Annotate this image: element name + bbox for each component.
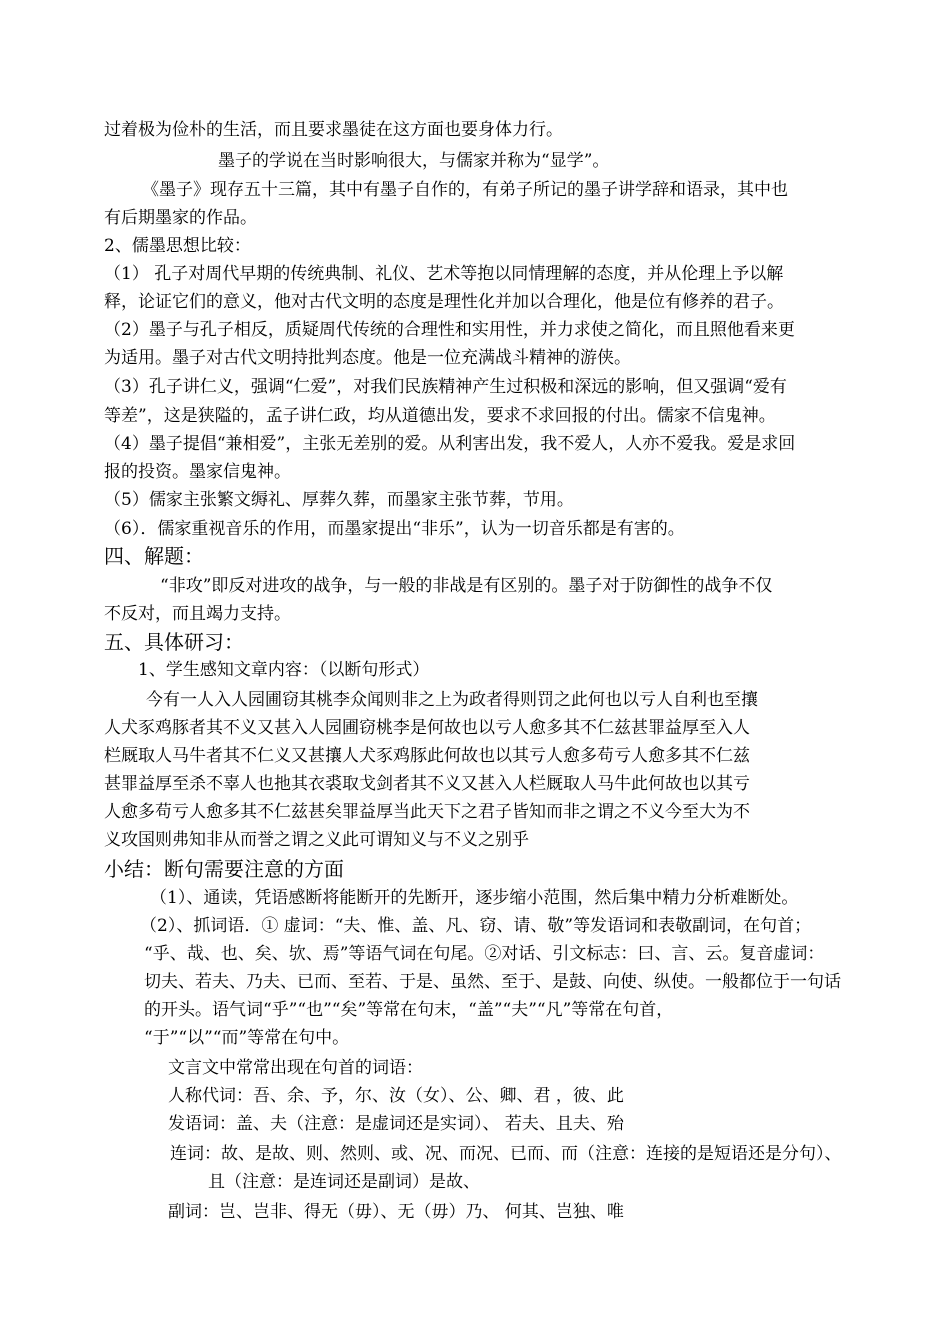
- text-line: 墨子的学说在当时影响很大，与儒家并称为“显学”。: [218, 151, 610, 171]
- text-line: 连词：故、是故、则、然则、或、况、而况、已而、而（注意：连接的是短语还是分句）、: [170, 1144, 842, 1164]
- text-line: 报的投资。墨家信鬼神。: [104, 462, 291, 482]
- text-line: 《墨子》现存五十三篇，其中有墨子自作的，有弟子所记的墨子讲学辞和语录，其中也: [142, 180, 788, 200]
- text-line: （1） 孔子对周代早期的传统典制、礼仪、艺术等抱以同情理解的态度，并从伦理上予以解: [104, 264, 784, 284]
- text-line: “于”“以”“而”等常在句中。: [144, 1028, 350, 1048]
- text-line: （2）墨子与孔子相反，质疑周代传统的合理性和实用性，并力求使之简化，而且照他看来更: [104, 320, 795, 340]
- text-line: （2）、抓词语．① 虚词：“夫、惟、盖、凡、窃、请、敬”等发语词和表敬副词，在句首；: [140, 916, 812, 936]
- text-line: “乎、哉、也、矣、欤、焉”等语气词在句尾。②对话、引文标志：曰、言、云。复音虚词：: [144, 944, 825, 964]
- text-line: 人愈多苟亏人愈多其不仁兹甚矣罪益厚当此天下之君子皆知而非之谓之不义今至大为不: [104, 802, 750, 822]
- text-line: 释，论证它们的意义，他对古代文明的态度是理性化并加以合理化，他是位有修养的君子。: [104, 292, 784, 312]
- text-line: 发语词：盖、夫（注意：是虚词还是实词）、 若夫、且夫、殆: [168, 1114, 624, 1134]
- text-line: 切夫、若夫、乃夫、已而、至若、于是、虽然、至于、是鼓、向使、纵使。一般都位于一句话: [144, 972, 841, 992]
- text-line: 甚罪益厚至杀不辜人也扡其衣裘取戈剑者其不义又甚入人栏厩取人马牛此何故也以其亏: [104, 774, 750, 794]
- text-line: 过着极为俭朴的生活，而且要求墨徒在这方面也要身体力行。: [104, 120, 563, 140]
- section-heading: 四、解题：: [104, 544, 204, 568]
- text-line: （1）、通读，凭语感断将能断开的先断开，逐步缩小范围，然后集中精力分析难断处。: [150, 888, 799, 908]
- section-heading: 小结：断句需要注意的方面: [104, 857, 344, 881]
- text-line: （6）．儒家重视音乐的作用，而墨家提出“非乐”，认为一切音乐都是有害的。: [104, 519, 685, 539]
- text-line: 栏厩取人马牛者其不仁义又甚攘人犬豕鸡豚此何故也以其亏人愈多苟亏人愈多其不仁兹: [104, 746, 750, 766]
- text-line: 的开头。语气词“乎”“也”“矣”等常在句末，“盖”“夫”“凡”等常在句首，: [144, 1000, 674, 1020]
- section-subheading: 1、学生感知文章内容：（以断句形式）: [138, 660, 430, 680]
- text-line: 人犬豕鸡豚者其不义又甚入人园圃窃桃李是何故也以亏人愈多其不仁兹甚罪益厚至入人: [104, 718, 750, 738]
- text-line: 为适用。墨子对古代文明持批判态度。他是一位充满战斗精神的游侠。: [104, 348, 631, 368]
- text-line: 今有一人入人园圃窃其桃李众闻则非之上为政者得则罚之此何也以亏人自利也至攘: [146, 690, 758, 710]
- text-line: 且（注意：是连词还是副词）是故、: [208, 1172, 480, 1192]
- text-line: 义攻国则弗知非从而誉之谓之义此可谓知义与不义之别乎: [104, 830, 529, 850]
- text-line: 有后期墨家的作品。: [104, 208, 257, 228]
- text-line: （3）孔子讲仁义，强调“仁爱”，对我们民族精神产生过积极和深远的影响，但又强调“爱有: [104, 377, 787, 397]
- text-line: “非攻”即反对进攻的战争，与一般的非战是有区别的。墨子对于防御性的战争不仅: [160, 576, 773, 596]
- section-subheading: 2、儒墨思想比较：: [104, 236, 251, 256]
- text-line: 副词：岂、岂非、得无（毋）、无（毋）乃、 何其、岂独、唯: [168, 1202, 624, 1222]
- text-line: （5）儒家主张繁文缛礼、厚葬久葬，而墨家主张节葬，节用。: [104, 490, 574, 510]
- text-line: 不反对，而且竭力支持。: [104, 604, 291, 624]
- text-line: （4）墨子提倡“兼相爱”，主张无差别的爱。从利害出发，我不爱人，人亦不爱我。爱是求回: [104, 434, 796, 454]
- section-subheading: 文言文中常常出现在句首的词语：: [168, 1058, 423, 1078]
- text-line: 等差”，这是狭隘的，孟子讲仁政，均从道德出发，要求不求回报的付出。儒家不信鬼神。: [104, 406, 776, 426]
- text-line: 人称代词：吾、余、予，尔、汝（女）、公、卿、君 ，彼、此: [168, 1086, 624, 1106]
- section-heading: 五、具体研习：: [104, 630, 244, 654]
